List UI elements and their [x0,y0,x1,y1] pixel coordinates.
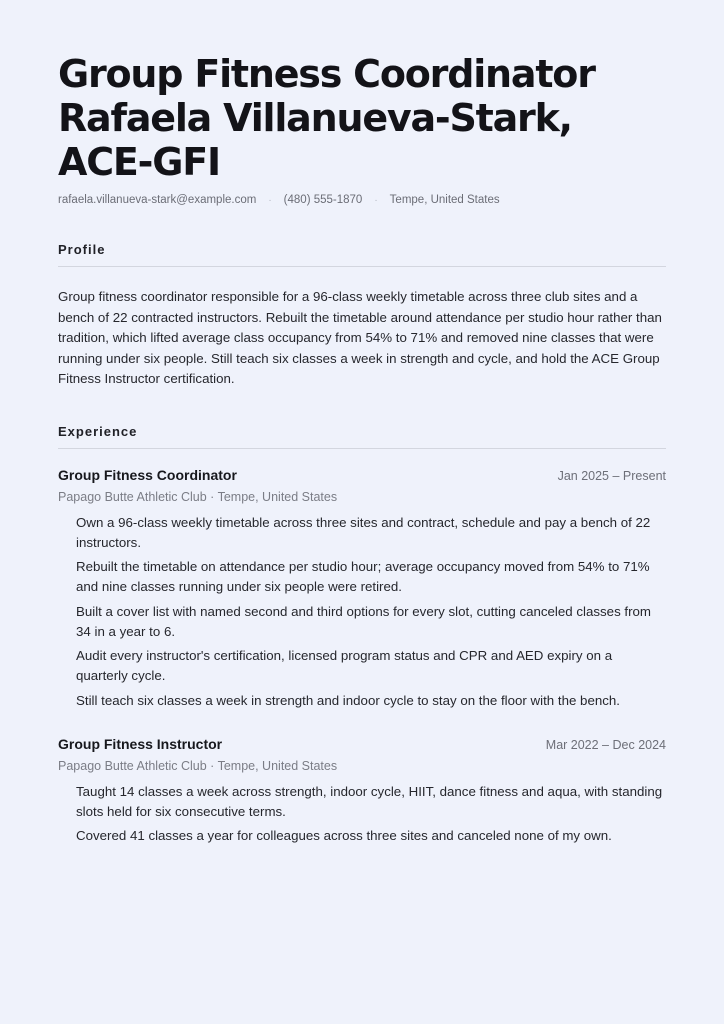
experience-heading: Experience [58,424,666,449]
profile-text: Group fitness coordinator responsible for a 96-class weekly timetable across three club sites and a bench of 22 contracted instructors. Rebuilt the timetable around attendance per studio hour rather than tradition, which lifted average class occupancy from 54% to 71% and removed nine classes that were running under six people. Still teach six classes a week in strength and cycle, and hold the ACE Group Fitness Instructor certification. [58,289,662,386]
job-title: Group Fitness Instructor [58,735,223,752]
job-bullet: Covered 41 classes a year for colleagues across three sites and canceled none of my own. [76,828,612,843]
job-bullet: Rebuilt the timetable on attendance per studio hour; average occupancy moved from 54% to 71% and nine classes running under six people were retired. [76,559,650,594]
contact-email[interactable]: rafaela.villanueva-stark@example.com [58,194,257,206]
job-employer-location: Papago Butte Athletic Club · Tempe, United States [58,758,338,773]
page-title [58,52,666,184]
job-entry [58,467,666,711]
job-entry [58,736,666,847]
job-dates: Jan 2025 – Present [557,468,666,483]
job-employer-location: Papago Butte Athletic Club · Tempe, United States [58,489,338,504]
title-line-name: Rafaela Villanueva-Stark, [58,96,572,140]
job-bullet-list [58,513,666,711]
job-bullet: Still teach six classes a week in strength and indoor cycle to stay on the floor with the bench. [76,692,620,708]
job-header [58,467,666,483]
contact-separator: · [374,194,378,206]
contact-line [58,194,666,206]
job-bullet: Own a 96-class weekly timetable across three sites and contract, schedule and pay a bench of 22 instructors. [76,514,651,550]
job-dates: Mar 2022 – Dec 2024 [545,737,666,752]
job-bullet: Built a cover list with named second and third options for every slot, cutting canceled classes from 34 in a year to 6. [76,603,651,639]
contact-location: Tempe, United States [389,194,500,206]
contact-phone[interactable]: (480) 555-1870 [283,194,363,206]
job-header [58,736,666,752]
title-line-role: Group Fitness Coordinator [58,52,595,96]
title-line-credential: ACE-GFI [58,140,220,184]
job-bullet: Taught 14 classes a week across strength, indoor cycle, HIIT, dance fitness and aqua, with standing slots held for six consecutive terms. [76,783,663,819]
profile-heading: Profile [58,242,666,267]
job-title: Group Fitness Coordinator [58,466,237,483]
contact-separator: · [268,194,272,206]
experience-section [58,424,666,847]
job-bullet-list [58,782,666,847]
job-bullet: Audit every instructor's certification, licensed program status and CPR and AED expiry on a quarterly cycle. [76,648,613,683]
profile-section [58,242,666,390]
